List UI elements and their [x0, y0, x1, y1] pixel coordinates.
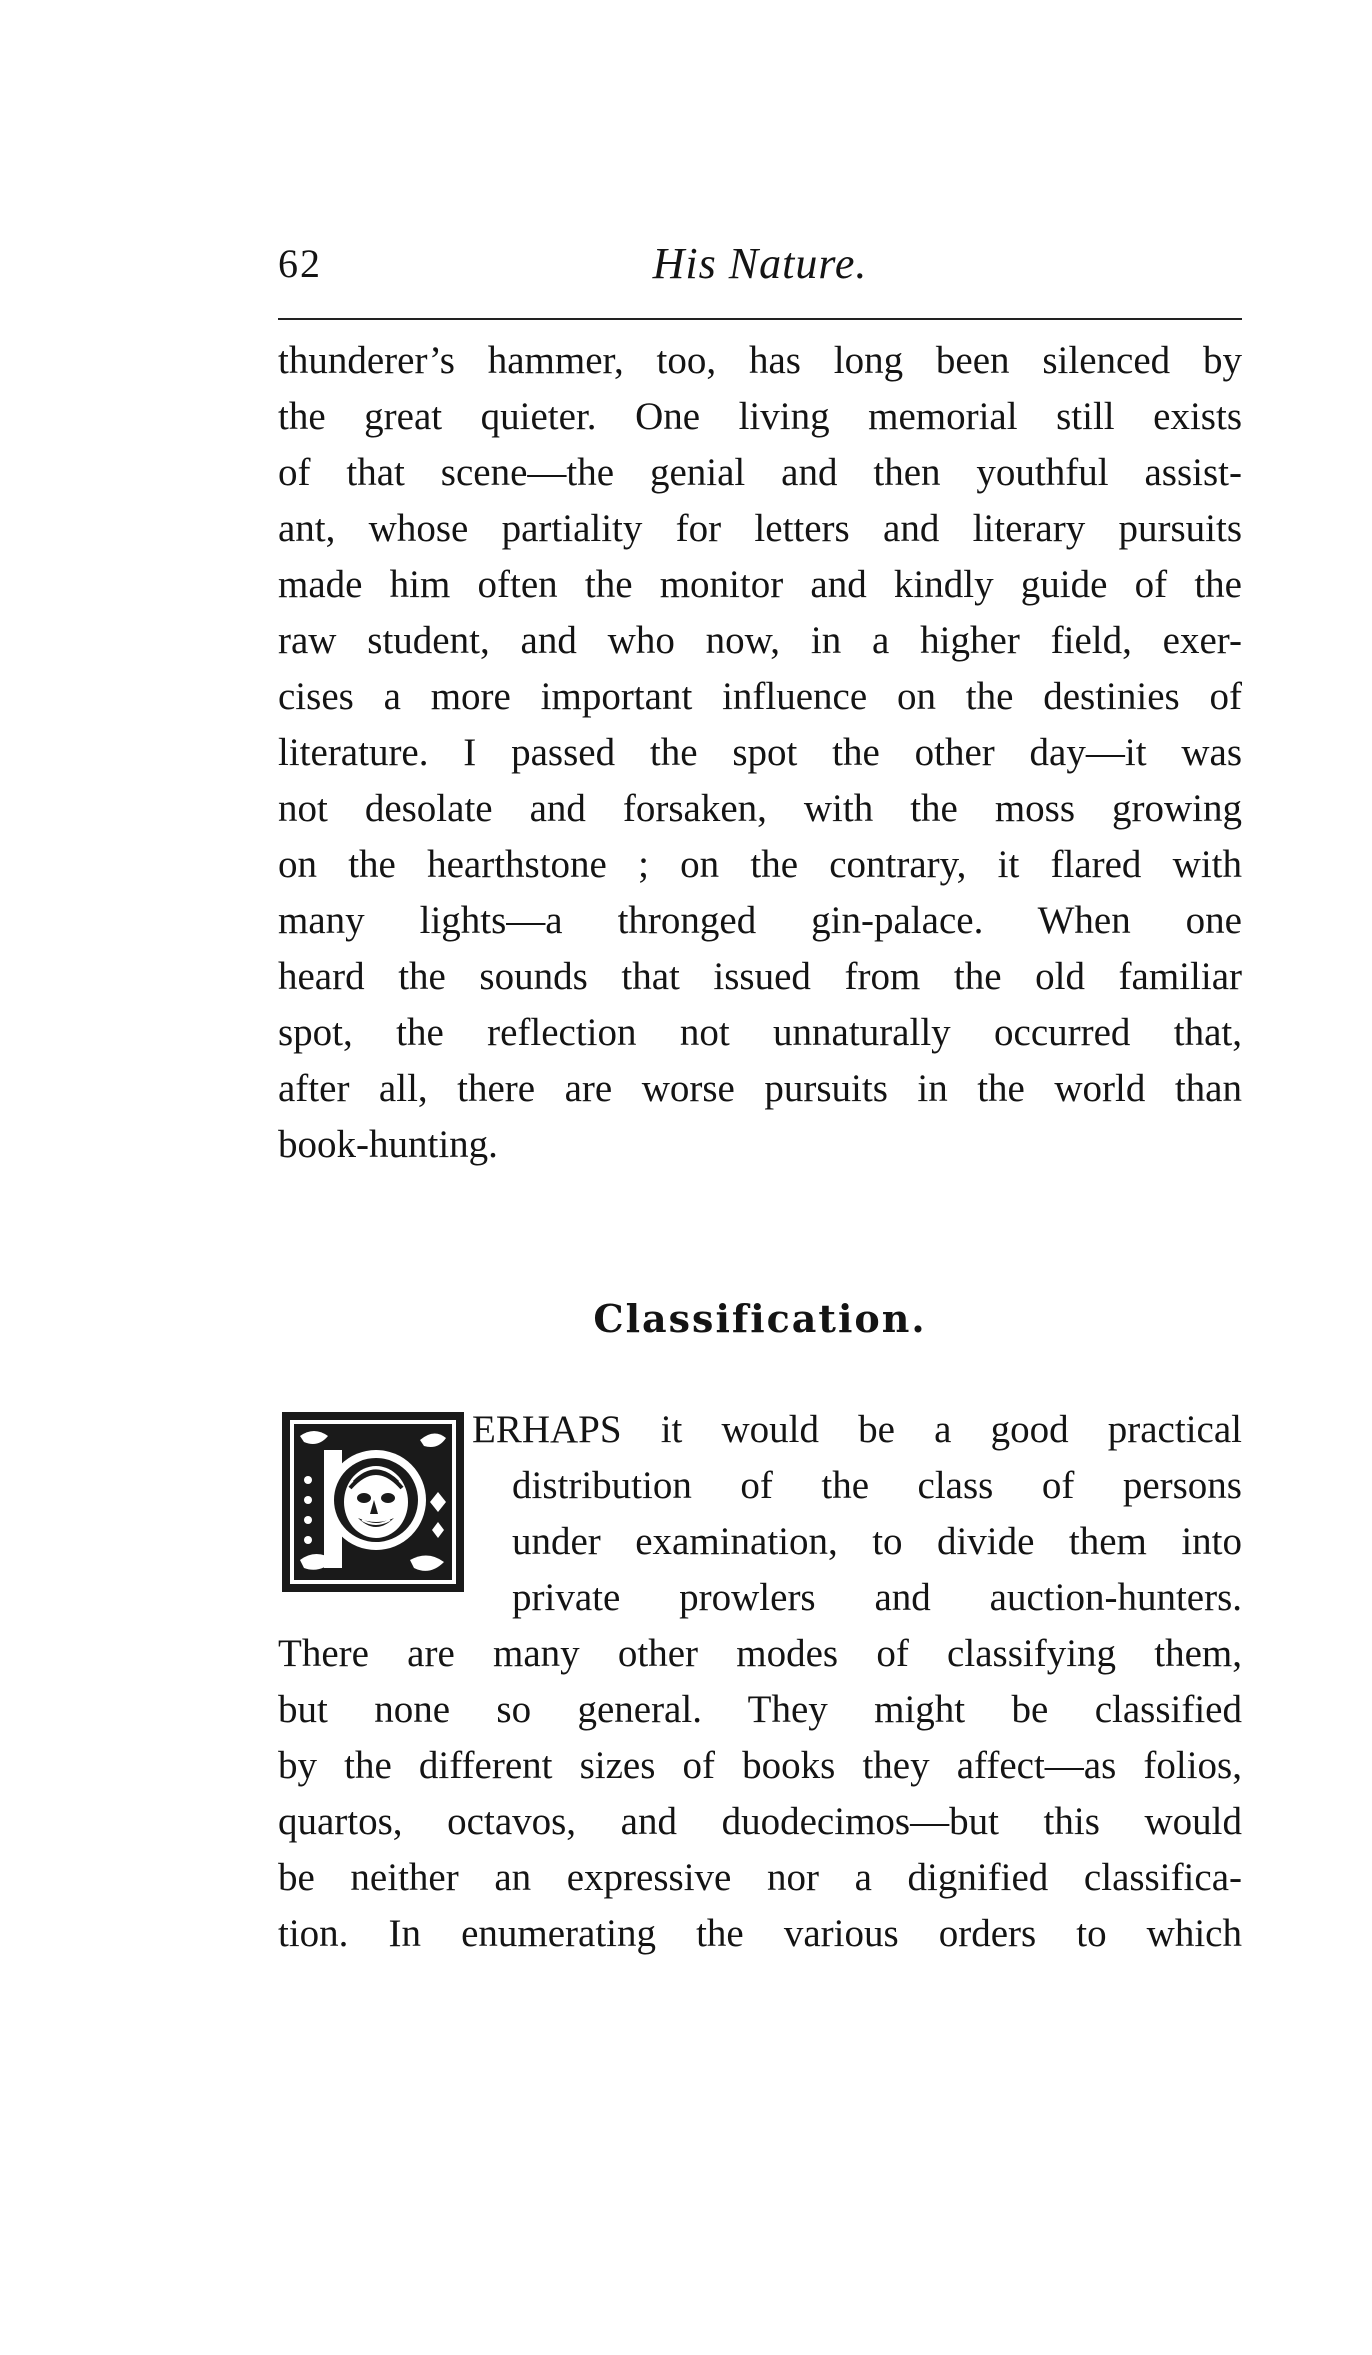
text-line: heard the sounds that issued from the old familiar	[278, 955, 1242, 998]
running-title: His Nature.	[652, 239, 868, 288]
paragraph-2-opening	[472, 1402, 1242, 1626]
text-line: on the hearthstone ; on the contrary, it flared with	[278, 843, 1242, 886]
text-line: not desolate and forsaken, with the moss growing	[278, 787, 1242, 830]
page-number: 62	[278, 241, 322, 286]
text-line: many lights—a thronged gin-palace. When one	[278, 899, 1242, 942]
text-line: ant, whose partiality for letters and literary pursuits	[278, 507, 1242, 550]
text-line: private prowlers and auction-hunters.	[512, 1576, 1242, 1619]
text-line: under examination, to divide them into	[512, 1520, 1242, 1563]
dropcap-ornament-icon	[280, 1410, 466, 1594]
paragraph-2	[278, 1626, 1242, 1962]
text-line: book-hunting.	[278, 1123, 498, 1166]
running-head	[278, 232, 1242, 302]
text-line: tion. In enumerating the various orders to which	[278, 1912, 1242, 1955]
text-line: literature. I passed the spot the other day—it was	[278, 731, 1242, 774]
header-rule	[278, 318, 1242, 320]
text-line: of that scene—the genial and then youthful assist-	[278, 451, 1242, 494]
text-line: by the different sizes of books they affect—as folios,	[278, 1744, 1242, 1787]
text-line: the great quieter. One living memorial still exists	[278, 395, 1242, 438]
text-line: quartos, octavos, and duodecimos—but this would	[278, 1800, 1242, 1843]
text-line: made him often the monitor and kindly guide of the	[278, 563, 1242, 606]
text-line: spot, the reflection not unnaturally occurred that,	[278, 1011, 1242, 1054]
section-heading: Classification.	[593, 1296, 927, 1341]
text-line: There are many other modes of classifying them,	[278, 1632, 1242, 1675]
text-line: after all, there are worse pursuits in the world than	[278, 1067, 1242, 1110]
text-line: but none so general. They might be classified	[278, 1688, 1242, 1731]
text-line: ERHAPS it would be a good practical	[472, 1408, 1242, 1451]
text-line: thunderer’s hammer, too, has long been silenced by	[278, 339, 1242, 382]
text-line: raw student, and who now, in a higher field, exer-	[278, 619, 1242, 662]
text-line: distribution of the class of persons	[512, 1464, 1242, 1507]
text-line: be neither an expressive nor a dignified classifica-	[278, 1856, 1242, 1899]
paragraph-1	[278, 333, 1242, 1173]
text-line: cises a more important influence on the destinies of	[278, 675, 1242, 718]
